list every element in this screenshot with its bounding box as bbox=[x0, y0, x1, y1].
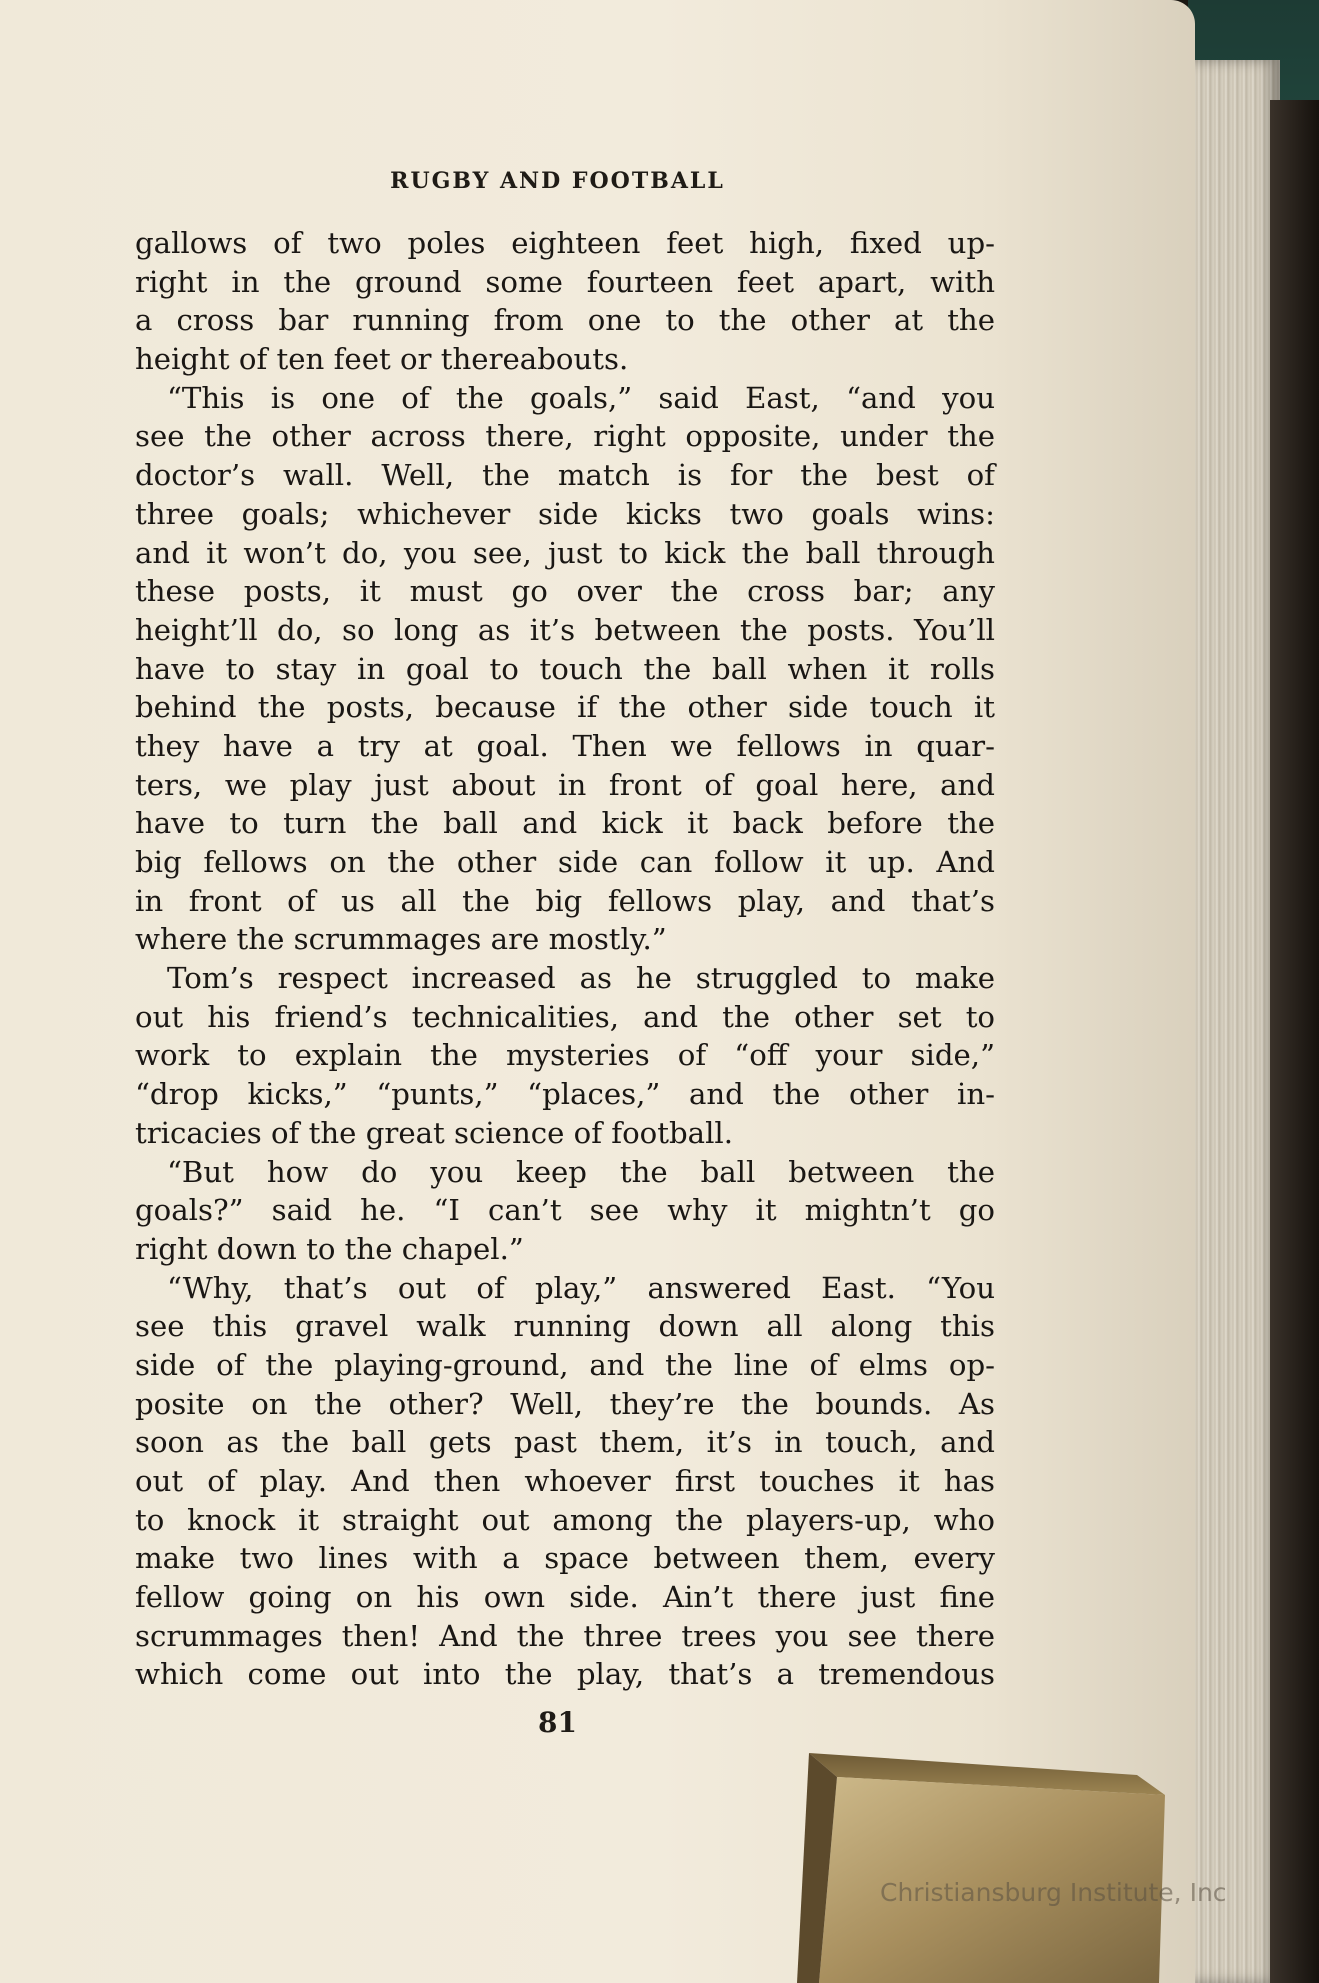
text-line: these posts, it must go over the cross bar; any bbox=[135, 574, 995, 609]
text-line: make two lines with a space between them, every bbox=[135, 1541, 995, 1576]
spine-shadow bbox=[1270, 100, 1319, 1983]
text-line: which come out into the play, that’s a tremendous bbox=[135, 1657, 995, 1692]
text-line: tricacies of the great science of football. bbox=[135, 1115, 734, 1150]
text-line: right in the ground some fourteen feet apart, with bbox=[135, 264, 995, 299]
text-line: have to turn the ball and kick it back before the bbox=[135, 806, 995, 841]
text-line: right down to the chapel.” bbox=[135, 1231, 524, 1266]
text-line: Tom’s respect increased as he struggled to make bbox=[167, 961, 995, 996]
text-line: behind the posts, because if the other side touch it bbox=[135, 690, 995, 725]
text-line: gallows of two poles eighteen feet high, fixed up- bbox=[135, 226, 995, 260]
text-line: ters, we play just about in front of goal here, and bbox=[135, 767, 995, 802]
text-line: soon as the ball gets past them, it’s in touch, and bbox=[135, 1425, 995, 1460]
text-line: posite on the other? Well, they’re the bounds. As bbox=[135, 1386, 995, 1421]
brass-bookmark bbox=[797, 1745, 1167, 1983]
text-line: height of ten feet or thereabouts. bbox=[135, 342, 629, 377]
text-line: scrummages then! And the three trees you see there bbox=[135, 1618, 995, 1653]
text-line: see this gravel walk running down all along this bbox=[135, 1309, 995, 1344]
text-line: goals?” said he. “I can’t see why it mightn’t go bbox=[135, 1193, 995, 1228]
text-line: where the scrummages are mostly.” bbox=[135, 922, 667, 957]
text-line: height’ll do, so long as it’s between the posts. You’ll bbox=[135, 612, 995, 647]
text-line: see the other across there, right opposite, under the bbox=[135, 419, 995, 454]
text-line: work to explain the mysteries of “off your side,” bbox=[135, 1038, 995, 1073]
text-line: in front of us all the big fellows play, and that’s bbox=[135, 883, 995, 918]
text-line: “drop kicks,” “punts,” “places,” and the other in- bbox=[135, 1077, 995, 1112]
text-line: a cross bar running from one to the other at the bbox=[135, 303, 995, 338]
watermark: Christiansburg Institute, Inc bbox=[880, 1878, 1227, 1907]
running-head: RUGBY AND FOOTBALL bbox=[390, 168, 725, 194]
page-body-text bbox=[135, 224, 995, 1694]
text-line: doctor’s wall. Well, the match is for the best of bbox=[135, 458, 995, 493]
text-line: and it won’t do, you see, just to kick the ball through bbox=[135, 535, 995, 570]
text-line: out of play. And then whoever first touches it has bbox=[135, 1464, 995, 1498]
text-line: to knock it straight out among the players-up, who bbox=[135, 1502, 995, 1537]
text-line: out his friend’s technicalities, and the other set to bbox=[135, 999, 995, 1034]
text-line: side of the playing-ground, and the line of elms op- bbox=[135, 1347, 995, 1382]
text-line: have to stay in goal to touch the ball when it rolls bbox=[135, 651, 995, 686]
text-line: fellow going on his own side. Ain’t there just fine bbox=[135, 1580, 995, 1615]
text-line: “This is one of the goals,” said East, “and you bbox=[167, 380, 995, 415]
text-line: “Why, that’s out of play,” answered East. “You bbox=[167, 1270, 995, 1305]
text-line: big fellows on the other side can follow it up. And bbox=[135, 845, 995, 879]
page-number: 81 bbox=[538, 1706, 577, 1739]
text-line: three goals; whichever side kicks two goals wins: bbox=[135, 496, 995, 531]
text-line: they have a try at goal. Then we fellows in quar- bbox=[135, 728, 995, 763]
text-line: “But how do you keep the ball between the bbox=[167, 1154, 995, 1189]
